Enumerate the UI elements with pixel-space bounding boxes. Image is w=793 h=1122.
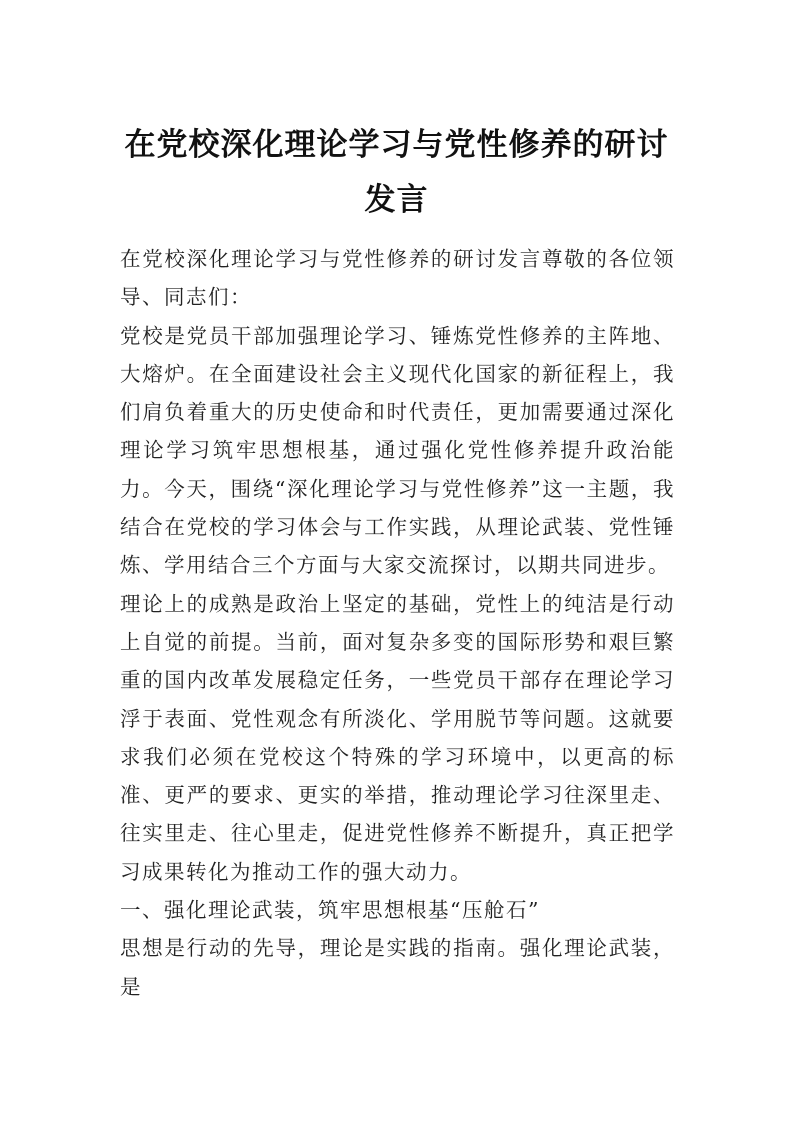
section-1-paragraph: 思想是行动的先导，理论是实践的指南。强化理论武装，是 bbox=[120, 936, 675, 999]
document-title: 在党校深化理论学习与党性修养的研讨发言 bbox=[124, 127, 669, 218]
salutation-paragraph: 在党校深化理论学习与党性修养的研讨发言尊敬的各位领导、同志们： bbox=[120, 247, 675, 310]
intro-paragraph: 党校是党员干部加强理论学习、锤炼党性修养的主阵地、大熔炉。在全面建设社会主义现代化国家的新征程上，我们肩负着重大的历史使命和时代责任，更加需要通过深化理论学习筑牢思想根基，通过强化党性修养提升政治能力。今天，围绕“深化理论学习与党性修养”这一主题，我结合在党校的学习体会与工作实践，从理论武装、党性锤炼、学用结合三个方面与大家交流探讨，以期共同进步。 bbox=[120, 323, 675, 578]
document-body bbox=[120, 240, 675, 1006]
section-heading-1: 一、强化理论武装，筑牢思想根基“压舱石” bbox=[120, 898, 540, 923]
background-paragraph: 理论上的成熟是政治上坚定的基础，党性上的纯洁是行动上自觉的前提。当前，面对复杂多变的国际形势和艰巨繁重的国内改革发展稳定任务，一些党员干部存在理论学习浮于表面、党性观念有所淡化、学用脱节等问题。这就要求我们必须在党校这个特殊的学习环境中，以更高的标准、更严的要求、更实的举措，推动理论学习往深里走、往实里走、往心里走，促进党性修养不断提升，真正把学习成果转化为推动工作的强大动力。 bbox=[120, 591, 675, 884]
